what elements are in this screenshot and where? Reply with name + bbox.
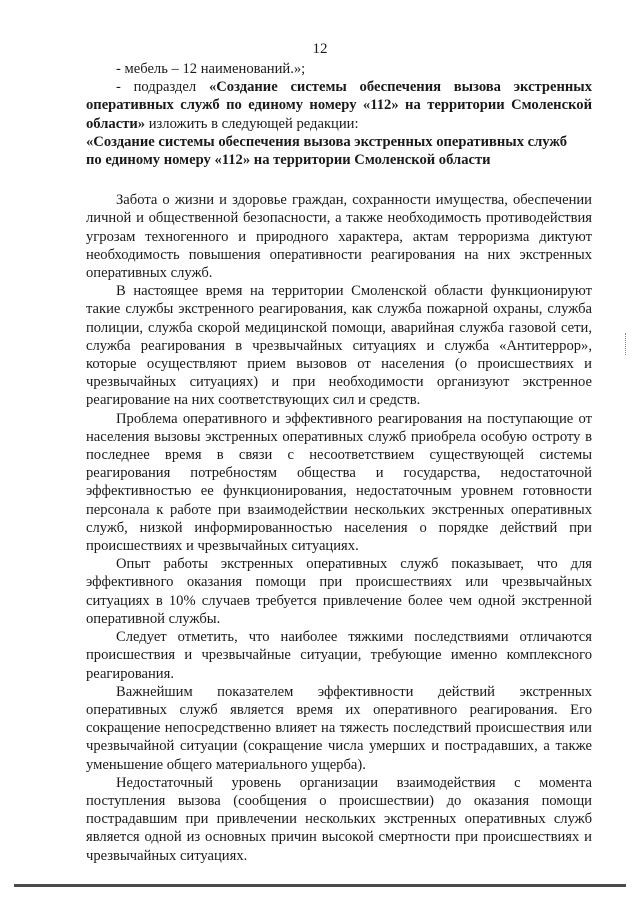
- paragraph: Следует отметить, что наиболее тяжкими последствиями отличаются происшествия и чрезвычайные ситуации, требующие именно комплексного реагирования.: [86, 629, 592, 682]
- margin-mark: [625, 333, 628, 355]
- subsection-title: «Создание системы обеспечения вызова экстренных оперативных служб по единому номеру «112» на территории Смоленской области»: [86, 79, 592, 132]
- spacer: [86, 169, 592, 191]
- section-heading-line2: по единому номеру «112» на территории Смоленской области: [86, 152, 491, 169]
- paragraph: Важнейшим показателем эффективности действий экстренных оперативных служб является время их оперативного реагирования. Его сокращение непосредственно влияет на тяжесть последствий происшествия или чрезвычайной ситуации (сокращение числа умерших и пострадавших, а также уменьшение общего материального ущерба).: [86, 683, 592, 773]
- paragraph: Проблема оперативного и эффективного реагирования на поступающие от населения вызовы экстренных оперативных служб приобрела особую остроту в последнее время в связи с несоответствием существующей системы реагирования потребностям общества и государства, недостаточной эффективностью ее функционирования, недостаточным уровнем готовности персонала к работе при взаимодействии нескольких экстренных оперативных служб, низкой информированностью населения о порядке действий при происшествиях и чрезвычайных ситуациях.: [86, 410, 592, 555]
- bottom-rule: [14, 884, 626, 887]
- section-heading-line1: «Создание системы обеспечения вызова экстренных оперативных служб: [86, 133, 568, 150]
- subsection-prefix: - подраздел: [116, 79, 209, 96]
- paragraph: В настоящее время на территории Смоленской области функционируют такие службы экстренного реагирования, как служба пожарной охраны, служба полиции, служба скорой медицинской помощи, аварийная служба газовой сети, служба реагирования в чрезвычайных ситуациях и служба «Антитеррор», которые осуществляют прием вызовов от населения (о происшествиях и чрезвычайных ситуациях) и при необходимости организуют экстренное реагирование на них соответствующих сил и средств.: [86, 283, 592, 409]
- subsection-instruction: [86, 78, 592, 133]
- page-number: 12: [312, 41, 328, 57]
- furniture-line: - мебель – 12 наименований.»;: [116, 61, 306, 77]
- paragraph: Недостаточный уровень организации взаимодействия с момента поступления вызова (сообщения о происшествии) до оказания помощи пострадавшим при привлечении нескольких экстренных оперативных служб является одной из основных причин высокой смертности при происшествиях и чрезвычайных ситуациях.: [86, 774, 592, 864]
- paragraph: Забота о жизни и здоровье граждан, сохранности имущества, обеспечении личной и общественной безопасности, а также необходимость противодействия угрозам техногенного и природного характера, актам терроризма диктуют необходимость повышения оперативности реагирования на них экстренных оперативных служб.: [86, 192, 592, 282]
- subsection-suffix: изложить в следующей редакции:: [145, 115, 359, 132]
- paragraph: Опыт работы экстренных оперативных служб показывает, что для эффективного оказания помощи при происшествиях или чрезвычайных ситуациях в 10% случаев требуется привлечение более чем одной экстренной оперативной службы.: [86, 556, 592, 627]
- document-body: [86, 60, 592, 865]
